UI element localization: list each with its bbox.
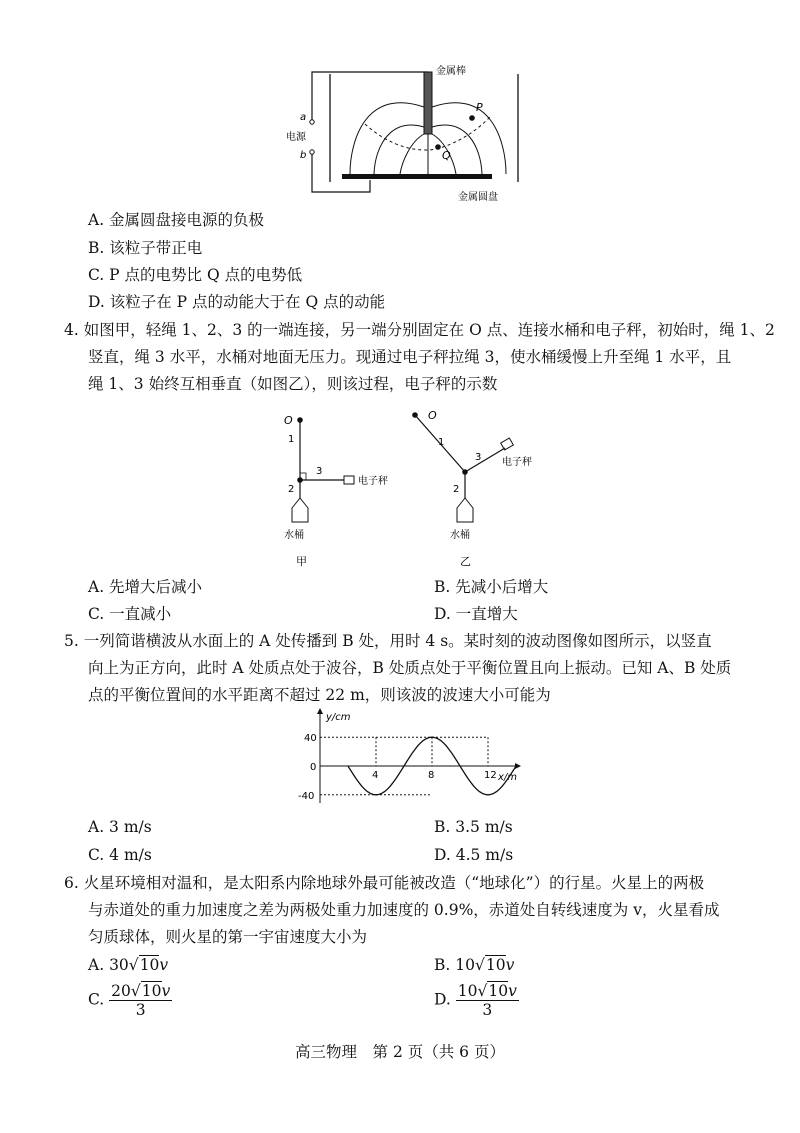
y-tick-label: 40 xyxy=(304,733,317,745)
x-tick-label: 12 xyxy=(484,770,497,781)
q6-option-b[interactable]: B. 10√10v xyxy=(434,956,515,974)
svg-text:3: 3 xyxy=(475,452,482,463)
svg-text:甲: 甲 xyxy=(296,555,307,568)
svg-text:电子秤: 电子秤 xyxy=(502,457,532,468)
svg-text:1: 1 xyxy=(438,437,445,448)
svg-text:水桶: 水桶 xyxy=(450,530,470,541)
q3-option-b[interactable]: B. 该粒子带正电 xyxy=(88,239,203,257)
q6-stem-2: 与赤道处的重力加速度之差为两极处重力加速度的 0.9%，赤道处自转线速度为 v，火星看成 xyxy=(88,901,720,919)
q5-stem-2: 向上为正方向，此时 A 处质点处于波谷，B 处质点处于平衡位置且向上振动。已知 A、B 处质 xyxy=(88,659,732,677)
q5-option-c[interactable]: C. 4 m/s xyxy=(88,846,152,864)
q6-option-a[interactable]: A. 30√10v xyxy=(88,956,169,974)
q5-wave-chart xyxy=(290,708,530,808)
svg-text:金属棒: 金属棒 xyxy=(436,66,466,77)
svg-text:1: 1 xyxy=(288,434,295,445)
page-footer: 高三物理 第 2 页（共 6 页） xyxy=(295,1043,505,1061)
q4-stem-1: 4. 如图甲，轻绳 1、2、3 的一端连接，另一端分别固定在 O 点、连接水桶和电子秤，初始时，绳 1、2 xyxy=(64,321,775,339)
y-tick-label: -40 xyxy=(298,790,315,802)
y-axis-label: y/cm xyxy=(326,712,351,723)
svg-text:b: b xyxy=(300,150,307,161)
svg-text:P: P xyxy=(476,101,483,114)
q5-stem-3: 点的平衡位置间的水平距离不超过 22 m，则该波的波速大小可能为 xyxy=(88,686,551,704)
q6-stem-3: 匀质球体，则火星的第一宇宙速度大小为 xyxy=(88,928,368,946)
q4-stem-3: 绳 1、3 始终互相垂直（如图乙），则该过程，电子秤的示数 xyxy=(88,375,498,393)
q5-stem-1: 5. 一列简谐横波从水面上的 A 处传播到 B 处，用时 4 s。某时刻的波动图像如图所示，以竖直 xyxy=(64,632,712,650)
svg-text:电源: 电源 xyxy=(286,132,306,143)
q4-option-d[interactable]: D. 一直增大 xyxy=(434,605,518,623)
q3-option-c[interactable]: C. P 点的电势比 Q 点的电势低 xyxy=(88,266,303,284)
q3-option-a[interactable]: A. 金属圆盘接电源的负极 xyxy=(88,211,265,229)
q4-stem-2: 竖直，绳 3 水平，水桶对地面无压力。现通过电子秤拉绳 3，使水桶缓慢上升至绳 1 水平，且 xyxy=(88,348,732,366)
svg-text:O: O xyxy=(284,414,293,427)
q4-option-a[interactable]: A. 先增大后减小 xyxy=(88,578,203,596)
svg-text:2: 2 xyxy=(453,484,460,495)
q4-option-c[interactable]: C. 一直减小 xyxy=(88,605,172,623)
svg-text:3: 3 xyxy=(316,466,323,477)
svg-text:水桶: 水桶 xyxy=(284,530,304,541)
x-tick-label: 4 xyxy=(372,770,379,781)
metal-rod xyxy=(424,72,432,134)
point-p xyxy=(469,115,475,121)
q5-option-b[interactable]: B. 3.5 m/s xyxy=(434,818,513,836)
y-tick-label: 0 xyxy=(310,762,317,773)
q6-option-d[interactable]: D. $\frac{10√10v}{3}$ xyxy=(434,982,517,1019)
q5-option-d[interactable]: D. 4.5 m/s xyxy=(434,846,514,864)
q6-stem-1: 6. 火星环境相对温和，是太阳系内除地球外最可能被改造（“地球化”）的行星。火星上的两极 xyxy=(64,874,705,892)
metal-disk xyxy=(342,174,492,179)
q5-option-a[interactable]: A. 3 m/s xyxy=(88,818,152,836)
svg-text:金属圆盘: 金属圆盘 xyxy=(458,192,498,203)
point-q xyxy=(435,144,441,150)
svg-text:乙: 乙 xyxy=(460,555,471,568)
q3-option-d[interactable]: D. 该粒子在 P 点的动能大于在 Q 点的动能 xyxy=(88,293,386,311)
svg-text:O: O xyxy=(428,410,437,422)
q6-option-c[interactable]: C. $\frac{20√10v}{3}$ xyxy=(88,982,171,1019)
x-axis-label: x/m xyxy=(498,772,518,783)
svg-text:电子秤: 电子秤 xyxy=(358,476,388,487)
q4-option-b[interactable]: B. 先减小后增大 xyxy=(434,578,549,596)
svg-text:Q: Q xyxy=(442,149,451,162)
q3-figure xyxy=(280,62,540,212)
x-tick-label: 8 xyxy=(428,770,435,781)
svg-text:2: 2 xyxy=(288,484,295,495)
svg-text:a: a xyxy=(300,112,307,123)
q4-figure xyxy=(270,410,570,575)
